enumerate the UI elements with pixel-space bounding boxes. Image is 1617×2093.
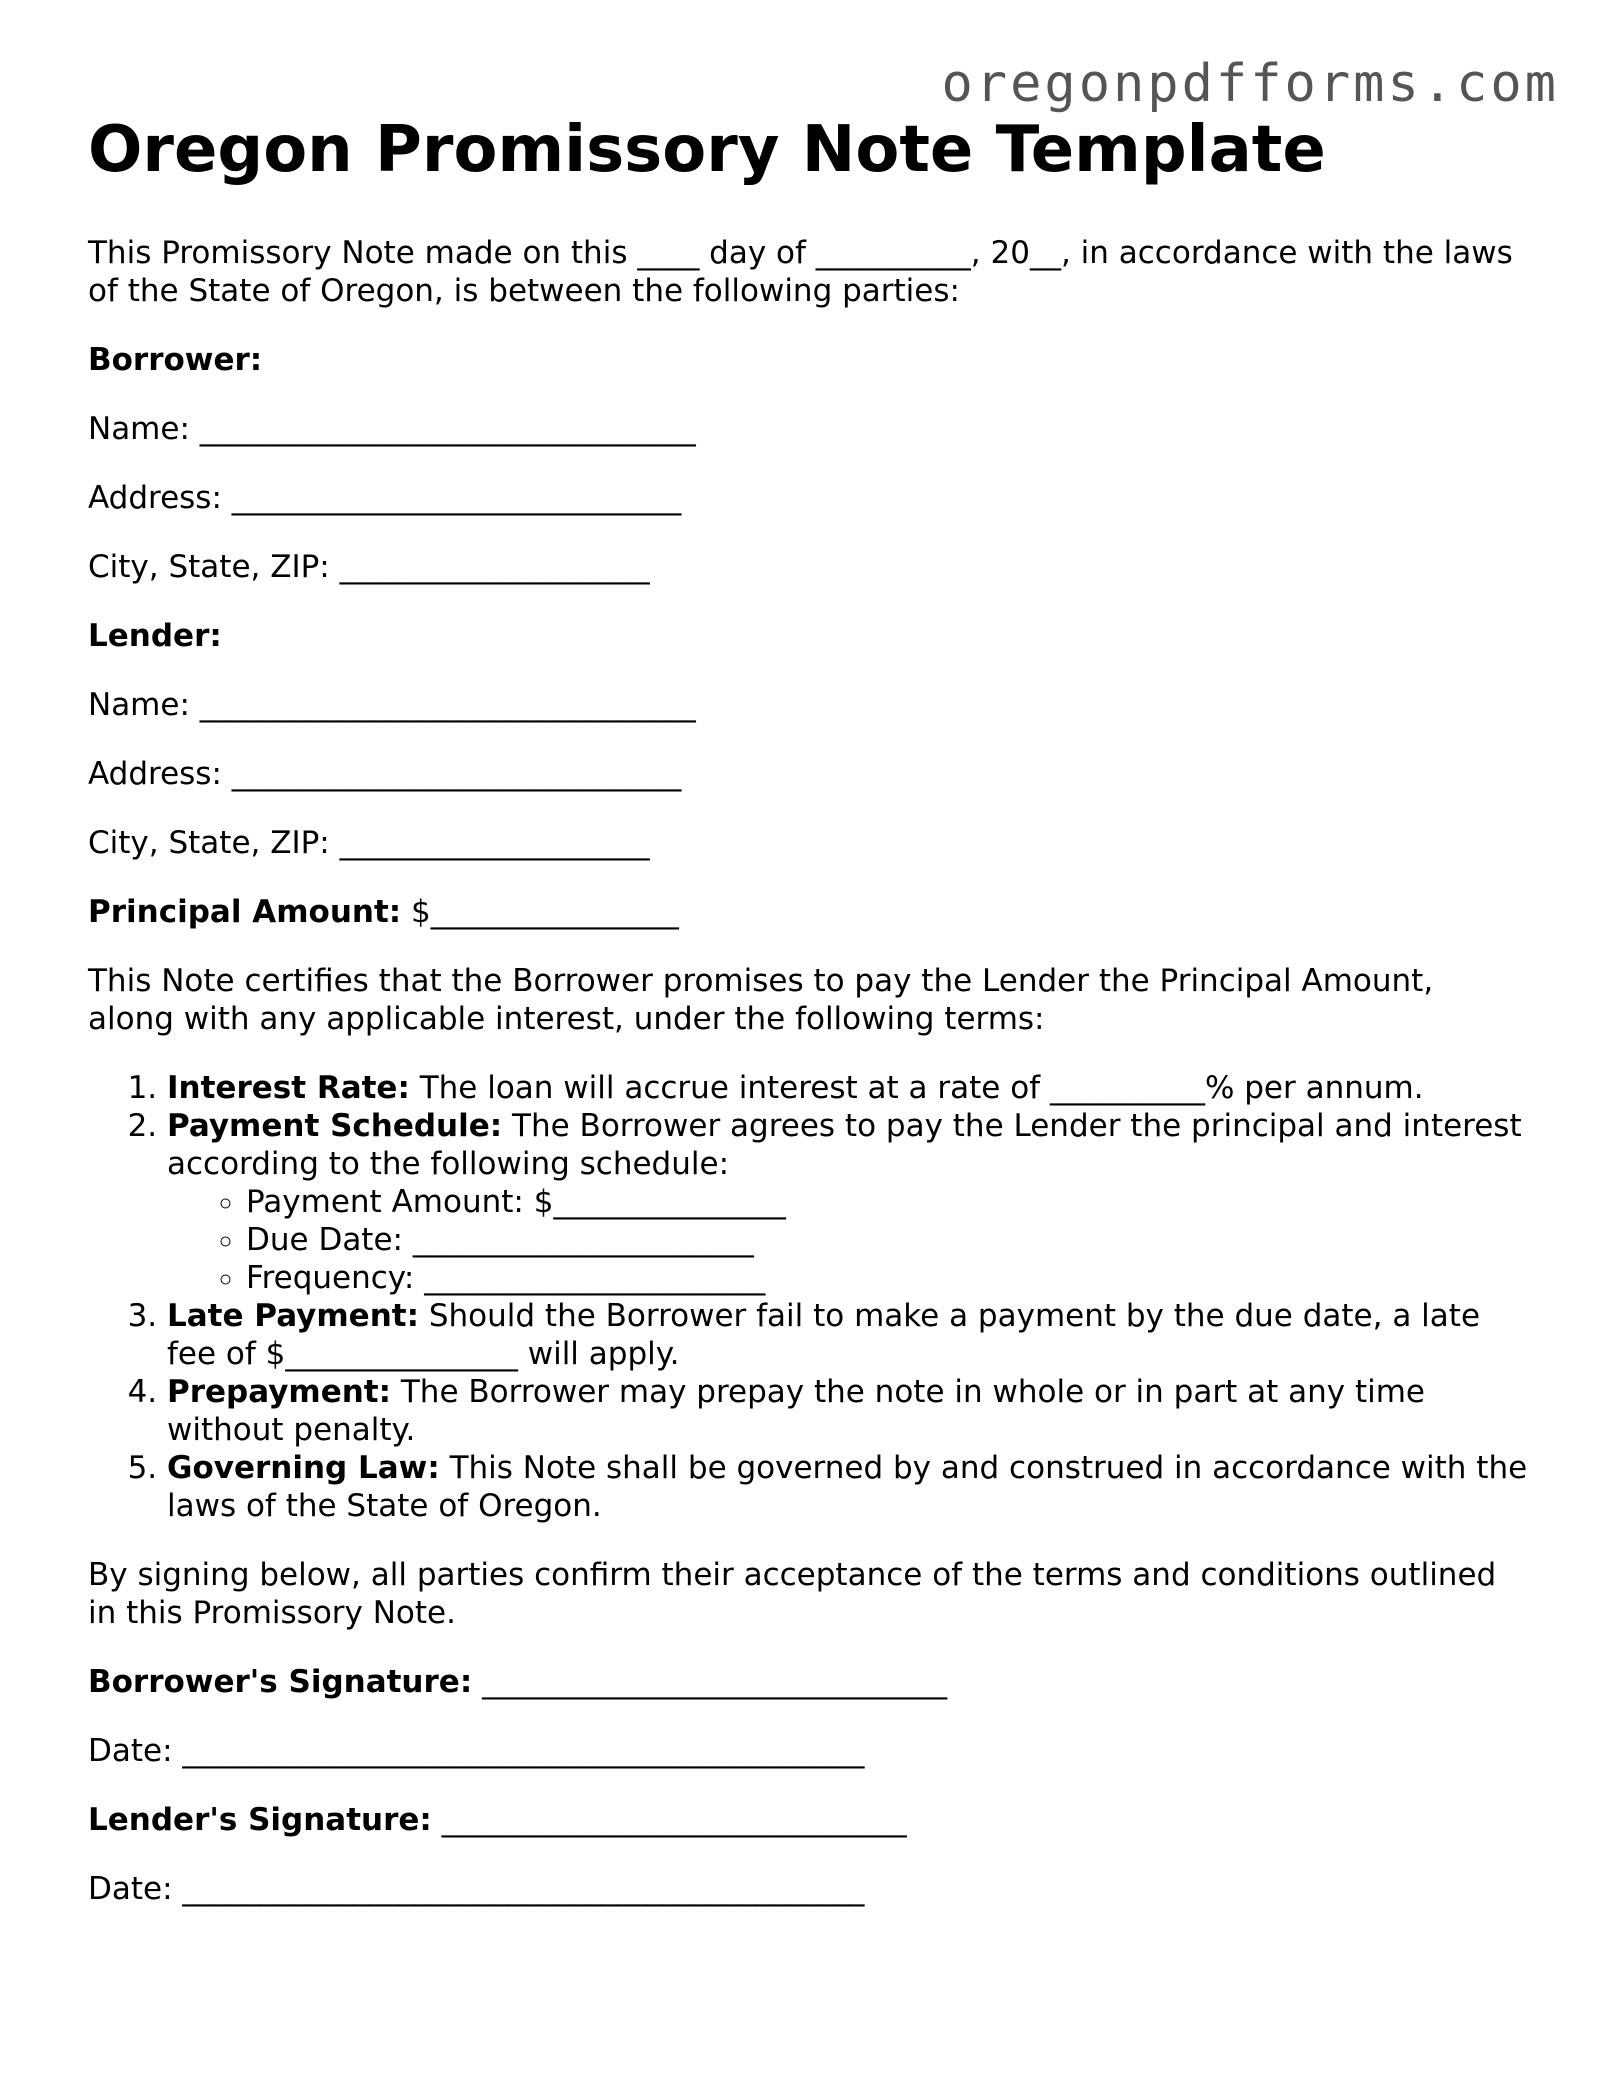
lender-heading: Lender: [88,618,222,654]
watermark: oregonpdfforms.com [941,54,1559,114]
borrower-signature-label: Borrower's Signature: [88,1664,473,1700]
term-payment-schedule [167,1107,1528,1297]
lender-name-field: Name: ________________________________ [88,687,696,723]
lender-signature-label: Lender's Signature: [88,1802,432,1838]
term-governing-law [167,1449,1528,1525]
borrower-signature-line: ______________________________ [472,1664,948,1700]
intro-paragraph: This Promissory Note made on this ____ day of __________, 20__, in accordance with the laws of the State of Oregon, is between the following parties: [88,235,1513,309]
borrower-heading: Borrower: [88,342,263,378]
lender-date-field: Date: ____________________________________________ [88,1871,865,1907]
term-late-payment [167,1297,1528,1373]
term-text: The Borrower may prepay the note in whole or in part at any time without penalty. [167,1374,1425,1448]
term-text: The Borrower agrees to pay the Lender the principal and interest according to the following schedule: [167,1108,1522,1182]
schedule-list [167,1183,1528,1297]
document-page [88,112,1528,1939]
lender-address-field: Address: _____________________________ [88,756,682,792]
closing-paragraph: By signing below, all parties confirm their acceptance of the terms and conditions outlined in this Promissory Note. [88,1557,1497,1631]
principal-amount-value: $________________ [401,894,679,930]
term-text: Should the Borrower fail to make a payment by the due date, a late fee of $_______________ will apply. [167,1298,1481,1372]
lender-signature-line: ______________________________ [431,1802,907,1838]
certify-paragraph: This Note certifies that the Borrower promises to pay the Lender the Principal Amount, along with any applicable interest, under the following terms: [88,963,1434,1037]
borrower-city-field: City, State, ZIP: ____________________ [88,549,650,585]
terms-list [88,1069,1528,1525]
schedule-due-date: ◦ Due Date: ______________________ [246,1221,1528,1259]
term-label: Governing Law: [167,1450,440,1486]
principal-amount-field [88,893,1528,931]
term-prepayment [167,1373,1528,1449]
schedule-payment-amount: ◦ Payment Amount: $_______________ [246,1183,1528,1221]
term-label: Prepayment: [167,1374,392,1410]
borrower-signature-field [88,1663,1528,1701]
borrower-address-field: Address: _____________________________ [88,480,682,516]
term-text: This Note shall be governed by and construed in accordance with the laws of the State of Oregon. [167,1450,1528,1524]
borrower-name-field: Name: ________________________________ [88,411,696,447]
principal-amount-label: Principal Amount: [88,894,402,930]
borrower-date-field: Date: ____________________________________________ [88,1733,865,1769]
lender-city-field: City, State, ZIP: ____________________ [88,825,650,861]
term-label: Interest Rate: [167,1070,410,1106]
term-text: The loan will accrue interest at a rate of __________% per annum. [409,1070,1424,1106]
term-interest-rate [167,1069,1528,1107]
term-label: Late Payment: [167,1298,419,1334]
document-title: Oregon Promissory Note Template [88,113,1326,187]
lender-signature-field [88,1801,1528,1839]
term-label: Payment Schedule: [167,1108,503,1144]
schedule-frequency: ◦ Frequency: ______________________ [246,1259,1528,1297]
